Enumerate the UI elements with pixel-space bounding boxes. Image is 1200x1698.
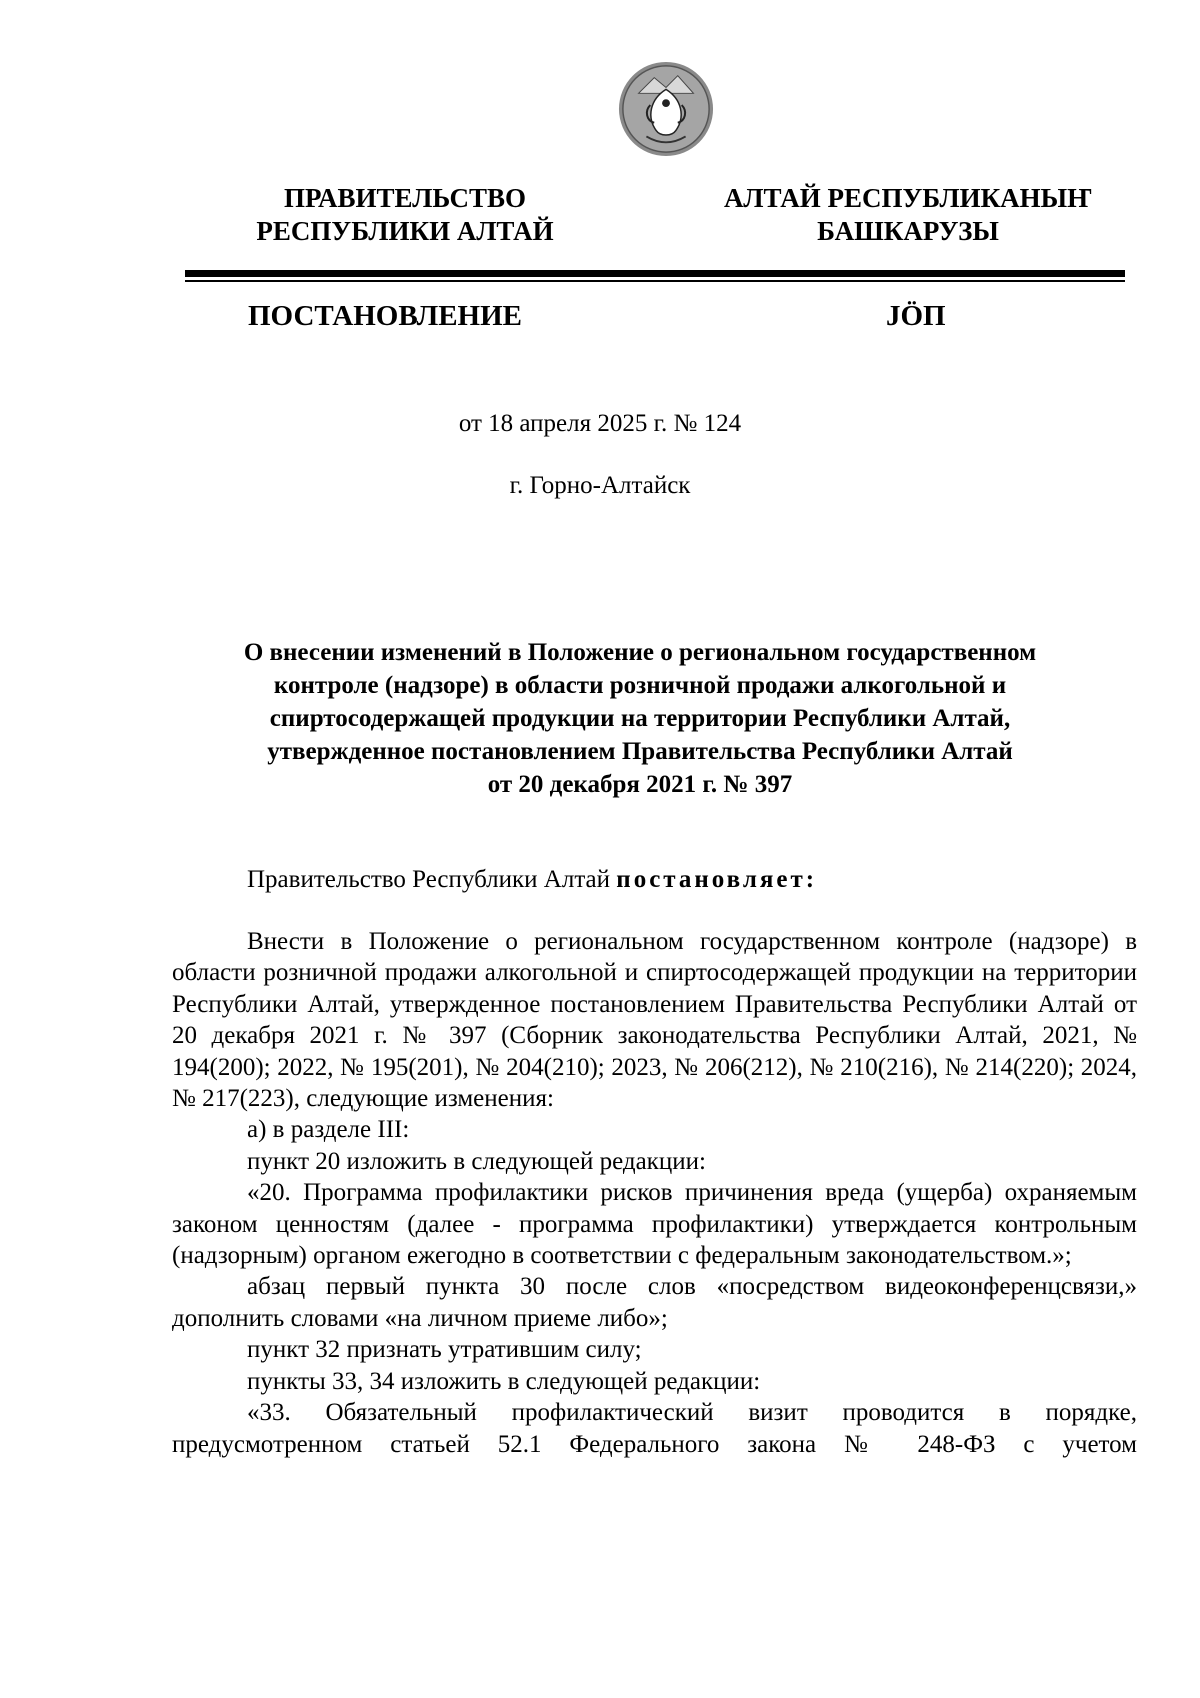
document-type-altai: JÖП — [886, 300, 946, 332]
intro-text: Правительство Республики Алтай — [247, 866, 617, 893]
subject-line: О внесении изменений в Положение о региональном государственном — [243, 639, 1037, 666]
document-city: г. Горно-Алтайск — [509, 472, 691, 499]
issuer-line-1: ПРАВИТЕЛЬСТВО — [283, 183, 527, 213]
subject-line: спиртосодержащей продукции на территории Республики Алтай, — [269, 705, 1011, 732]
body-paragraph: а) в разделе III: — [247, 1116, 410, 1144]
body-paragraph: абзац первый пункта 30 после слов «посредством видеоконференцсвязи,» дополнить словами «на личном приеме либо»; — [172, 1273, 1137, 1332]
issuer-header-altai — [688, 182, 1128, 248]
body-paragraph: пункт 20 изложить в следующей редакции: — [247, 1147, 706, 1175]
body-paragraph: Внести в Положение о региональном государственном контроле (надзоре) в области розничной продажи алкогольной и спиртосодержащей продукции на территории Республики Алтай, утвержденное постановлением Правительства Республики Алтай от 20 декабря 2021 г. № 397 (Сборник законодательства Республики Алтай, 2021, № 194(200); 2022, № 195(201), № 204(210); 2023, № 206(212), № 210(216), № 214(220); 2024, № 217(223), следующие изменения: — [172, 928, 1137, 1113]
subject-line: контроле (надзоре) в области розничной продажи алкогольной и — [273, 672, 1007, 699]
issuer-altai-line-2: БАШКАРУЗЫ — [817, 216, 999, 246]
subject-line: утвержденное постановлением Правительства Республики Алтай — [267, 738, 1013, 765]
intro-emphasis: постановляет: — [616, 866, 818, 893]
coat-of-arms-emblem — [617, 60, 715, 158]
subject-line: от 20 декабря 2021 г. № 397 — [487, 771, 793, 798]
body-paragraph: пункт 32 признать утратившим силу; — [247, 1336, 642, 1364]
header-divider-thick — [185, 270, 1125, 277]
header-divider-thin — [185, 280, 1125, 282]
body-paragraph: пункты 33, 34 изложить в следующей редакции: — [247, 1367, 761, 1395]
document-subject — [170, 636, 1110, 801]
body-paragraph: «20. Программа профилактики рисков причинения вреда (ущерба) охраняемым законом ценностям (далее - программа профилактики) утверждается контрольным (надзорным) органом ежегодно в соответствии с федеральным законодательством.»; — [172, 1179, 1137, 1270]
document-body — [172, 926, 1137, 1460]
document-date-number: от 18 апреля 2025 г. № 124 — [458, 410, 742, 437]
document-type-russian: ПОСТАНОВЛЕНИЕ — [248, 300, 523, 332]
issuer-header-russian — [185, 182, 625, 248]
issuer-altai-line-1: АЛТАЙ РЕСПУБЛИКАНЫҤ — [723, 183, 1093, 213]
issuer-line-2: РЕСПУБЛИКИ АЛТАЙ — [256, 216, 554, 246]
resolution-intro — [247, 866, 1200, 894]
body-paragraph: «33. Обязательный профилактический визит проводится в порядке, предусмотренном статьей 52.1 Федерального закона № 248-ФЗ с учетом — [172, 1399, 1137, 1458]
